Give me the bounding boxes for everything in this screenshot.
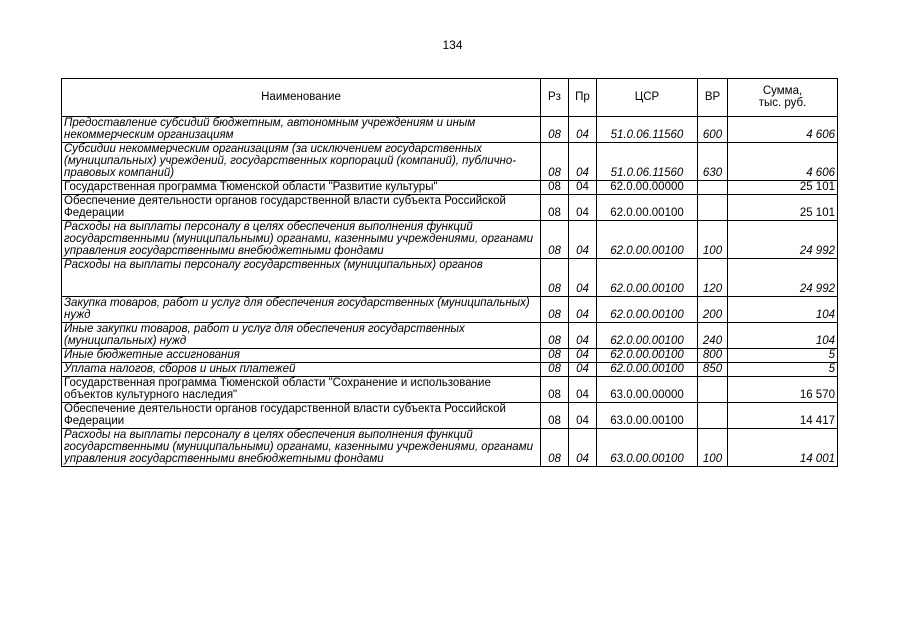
cell-csr: 62.0.00.00100 xyxy=(597,349,698,363)
cell-sum: 14 001 xyxy=(728,429,838,467)
cell-vr: 240 xyxy=(698,323,728,349)
cell-sum: 5 xyxy=(728,349,838,363)
cell-sum: 14 417 xyxy=(728,403,838,429)
table-row xyxy=(62,323,838,349)
cell-sum: 104 xyxy=(728,323,838,349)
cell-sum: 25 101 xyxy=(728,195,838,221)
cell-csr: 62.0.00.00100 xyxy=(597,323,698,349)
cell-vr xyxy=(698,403,728,429)
cell-csr: 51.0.06.11560 xyxy=(597,117,698,143)
cell-csr: 62.0.00.00100 xyxy=(597,259,698,297)
cell-rz: 08 xyxy=(541,323,569,349)
cell-vr: 120 xyxy=(698,259,728,297)
cell-sum: 5 xyxy=(728,363,838,377)
cell-pr: 04 xyxy=(569,363,597,377)
cell-name: Обеспечение деятельности органов государственной власти субъекта Российской Федерации xyxy=(62,403,541,429)
cell-name: Уплата налогов, сборов и иных платежей xyxy=(62,363,541,377)
cell-rz: 08 xyxy=(541,221,569,259)
table-row xyxy=(62,195,838,221)
cell-rz: 08 xyxy=(541,297,569,323)
cell-csr: 51.0.06.11560 xyxy=(597,143,698,181)
cell-rz: 08 xyxy=(541,117,569,143)
table-row xyxy=(62,429,838,467)
cell-csr: 63.0.00.00100 xyxy=(597,403,698,429)
cell-csr: 63.0.00.00000 xyxy=(597,377,698,403)
cell-rz: 08 xyxy=(541,377,569,403)
cell-pr: 04 xyxy=(569,195,597,221)
cell-name: Закупка товаров, работ и услуг для обеспечения государственных (муниципальных) нужд xyxy=(62,297,541,323)
cell-name: Государственная программа Тюменской области "Развитие культуры" xyxy=(62,181,541,195)
cell-pr: 04 xyxy=(569,403,597,429)
cell-csr: 62.0.00.00100 xyxy=(597,363,698,377)
cell-rz: 08 xyxy=(541,363,569,377)
cell-name: Государственная программа Тюменской области "Сохранение и использование объектов культурного наследия" xyxy=(62,377,541,403)
cell-sum: 104 xyxy=(728,297,838,323)
table-row xyxy=(62,297,838,323)
header-csr: ЦСР xyxy=(597,79,698,117)
table-row xyxy=(62,403,838,429)
cell-rz: 08 xyxy=(541,259,569,297)
cell-sum: 4 606 xyxy=(728,117,838,143)
cell-vr xyxy=(698,377,728,403)
header-sum-line1: Сумма, xyxy=(762,85,803,97)
cell-vr: 630 xyxy=(698,143,728,181)
table-row xyxy=(62,221,838,259)
cell-name: Субсидии некоммерческим организациям (за исключением государственных (муниципальных) учреждений, государственных корпораций (компаний), публично-правовых компаний) xyxy=(62,143,541,181)
cell-rz: 08 xyxy=(541,181,569,195)
table-row xyxy=(62,143,838,181)
cell-pr: 04 xyxy=(569,297,597,323)
cell-vr: 100 xyxy=(698,429,728,467)
table-body xyxy=(62,117,838,467)
cell-pr: 04 xyxy=(569,429,597,467)
cell-sum: 25 101 xyxy=(728,181,838,195)
cell-name: Иные бюджетные ассигнования xyxy=(62,349,541,363)
cell-pr: 04 xyxy=(569,323,597,349)
cell-pr: 04 xyxy=(569,349,597,363)
cell-pr: 04 xyxy=(569,117,597,143)
cell-vr: 100 xyxy=(698,221,728,259)
cell-sum: 4 606 xyxy=(728,143,838,181)
table-row xyxy=(62,181,838,195)
cell-name: Расходы на выплаты персоналу в целях обеспечения выполнения функций государственными (муниципальными) органами, казенными учреждениями, органами управления государственными внебюджетными фондами xyxy=(62,221,541,259)
cell-pr: 04 xyxy=(569,181,597,195)
cell-csr: 62.0.00.00100 xyxy=(597,221,698,259)
cell-name: Расходы на выплаты персоналу государственных (муниципальных) органов xyxy=(62,259,541,297)
cell-vr: 850 xyxy=(698,363,728,377)
table-row xyxy=(62,349,838,363)
page-number: 134 xyxy=(442,38,463,52)
table-header-row xyxy=(62,79,838,117)
cell-vr: 200 xyxy=(698,297,728,323)
cell-vr: 800 xyxy=(698,349,728,363)
cell-sum: 24 992 xyxy=(728,259,838,297)
cell-rz: 08 xyxy=(541,195,569,221)
cell-vr: 600 xyxy=(698,117,728,143)
cell-sum: 16 570 xyxy=(728,377,838,403)
cell-pr: 04 xyxy=(569,221,597,259)
cell-name: Обеспечение деятельности органов государственной власти субъекта Российской Федерации xyxy=(62,195,541,221)
cell-rz: 08 xyxy=(541,429,569,467)
header-sum xyxy=(728,79,838,117)
cell-rz: 08 xyxy=(541,143,569,181)
cell-name: Иные закупки товаров, работ и услуг для обеспечения государственных (муниципальных) нужд xyxy=(62,323,541,349)
cell-pr: 04 xyxy=(569,259,597,297)
cell-pr: 04 xyxy=(569,143,597,181)
header-vr: ВР xyxy=(698,79,728,117)
cell-vr xyxy=(698,195,728,221)
cell-csr: 62.0.00.00100 xyxy=(597,195,698,221)
cell-vr xyxy=(698,181,728,195)
budget-table xyxy=(61,78,838,467)
cell-pr: 04 xyxy=(569,377,597,403)
table-row xyxy=(62,363,838,377)
cell-csr: 62.0.00.00000 xyxy=(597,181,698,195)
header-pr: Пр xyxy=(569,79,597,117)
header-sum-line2: тыс. руб. xyxy=(758,97,807,109)
cell-name: Расходы на выплаты персоналу в целях обеспечения выполнения функций государственными (муниципальными) органами, казенными учреждениями, органами управления государственными внебюджетными фондами xyxy=(62,429,541,467)
cell-rz: 08 xyxy=(541,403,569,429)
header-rz: Рз xyxy=(541,79,569,117)
cell-name: Предоставление субсидий бюджетным, автономным учреждениям и иным некоммерческим организациям xyxy=(62,117,541,143)
table-row xyxy=(62,259,838,297)
table-row xyxy=(62,117,838,143)
header-name: Наименование xyxy=(62,79,541,117)
cell-sum: 24 992 xyxy=(728,221,838,259)
cell-csr: 63.0.00.00100 xyxy=(597,429,698,467)
table-row xyxy=(62,377,838,403)
cell-rz: 08 xyxy=(541,349,569,363)
cell-csr: 62.0.00.00100 xyxy=(597,297,698,323)
